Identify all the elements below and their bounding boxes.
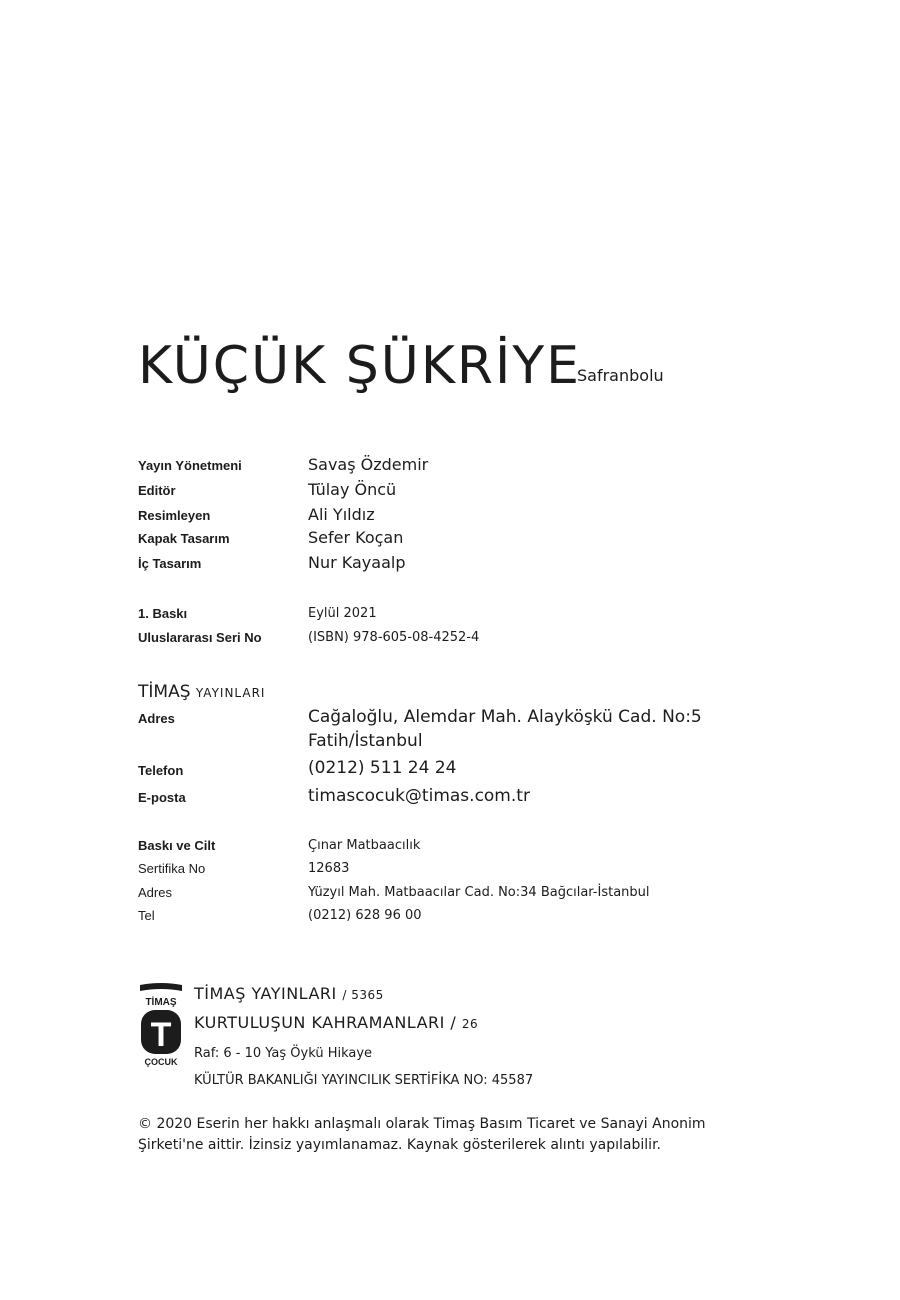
credit-label-interior: İç Tasarım [138,556,202,571]
publisher-phone: (0212) 511 24 24 [308,758,457,778]
publisher-phone-label: Telefon [138,763,184,778]
logo-glyph: T [150,1016,172,1054]
publisher-heading [138,681,265,704]
series-shelf: Raf: 6 - 10 Yaş Öykü Hikaye [194,1046,373,1061]
logo-top-text: TİMAŞ [145,997,177,1008]
credit-value-illustrator: Ali Yıldız [308,505,375,524]
copyright-line-1: © 2020 Eserin her hakkı anlaşmalı olarak Timaş Basım Ticaret ve Sanayi Anonim [138,1116,706,1132]
series-name-line [194,1013,478,1032]
credit-value-editor: Tülay Öncü [308,480,397,499]
series-publisher-number: / 5365 [342,988,384,1002]
book-subtitle: Safranbolu [577,366,664,385]
series-publisher-name: TİMAŞ YAYINLARI [194,984,337,1003]
publisher-email: timascocuk@timas.com.tr [308,786,530,806]
publisher-email-label: E-posta [138,790,186,805]
printing-tel: (0212) 628 96 00 [308,908,422,923]
credit-value-interior: Nur Kayaalp [308,553,406,572]
printing-label: Baskı ve Cilt [138,838,216,853]
publisher-address-line2: Fatih/İstanbul [308,731,423,751]
edition-label: 1. Baskı [138,606,188,621]
credit-label-cover: Kapak Tasarım [138,531,230,546]
credit-value-cover: Sefer Koçan [308,528,404,547]
isbn-label: Uluslararası Seri No [138,630,262,645]
timas-cocuk-logo [138,983,184,1067]
copyright-notice [138,1114,758,1156]
publisher-address-line1: Cağaloğlu, Alemdar Mah. Alayköşkü Cad. No:5 [308,707,702,727]
credit-label-director: Yayın Yönetmeni [138,458,242,473]
publisher-name-suffix: YAYINLARI [195,686,266,700]
printing-tel-label: Tel [138,908,155,923]
copyright-line-2: Şirketi'ne aittir. İzinsiz yayımlanamaz. Kaynak gösterilerek alıntı yapılabilir. [138,1137,661,1153]
credit-label-editor: Editör [138,483,176,498]
logo-bottom-text: ÇOCUK [144,1057,178,1067]
publisher-address-label: Adres [138,711,175,726]
edition-value: Eylül 2021 [308,606,377,621]
credit-value-director: Savaş Özdemir [308,455,429,474]
series-publisher-line [194,984,384,1003]
book-title: KÜÇÜK ŞÜKRİYE [138,336,582,396]
printing-address: Yüzyıl Mah. Matbaacılar Cad. No:34 Bağcılar-İstanbul [308,885,650,900]
series-certificate: KÜLTÜR BAKANLIĞI YAYINCILIK SERTİFİKA NO: 45587 [194,1073,534,1088]
credit-label-illustrator: Resimleyen [138,508,211,523]
series-name: KURTULUŞUN KAHRAMANLARI / [194,1013,457,1032]
printing-address-label: Adres [138,885,172,900]
publisher-name: TİMAŞ [138,682,191,702]
printing-value: Çınar Matbaacılık [308,838,421,853]
series-number: 26 [461,1017,479,1031]
printing-cert: 12683 [308,861,350,876]
isbn-value: (ISBN) 978-605-08-4252-4 [308,630,480,645]
printing-cert-label: Sertifika No [138,861,206,876]
